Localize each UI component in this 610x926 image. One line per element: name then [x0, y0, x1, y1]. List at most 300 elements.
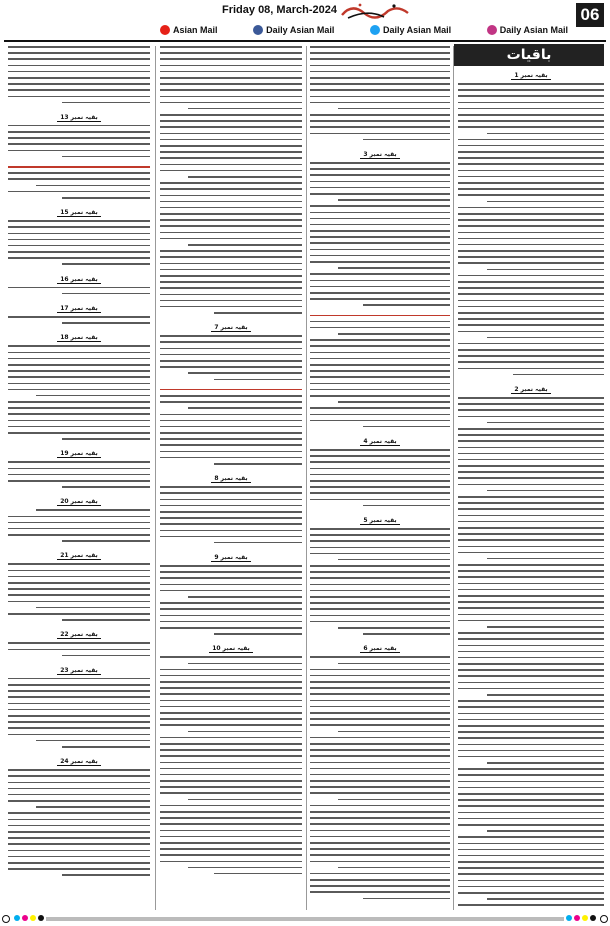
text-line [8, 125, 150, 127]
text-line [458, 546, 604, 548]
text-line [8, 516, 150, 518]
text-line [160, 341, 302, 343]
text-line [310, 327, 450, 329]
text-line [310, 89, 450, 91]
social-twitter[interactable] [370, 23, 451, 37]
text-line [160, 577, 302, 579]
text-line [8, 528, 150, 530]
text-line [160, 737, 302, 739]
text-line [458, 620, 604, 622]
social-facebook[interactable] [253, 23, 334, 37]
text-line [160, 275, 302, 277]
text-line [458, 465, 604, 467]
text-line [310, 345, 450, 347]
text-line [458, 293, 604, 295]
text-line [458, 151, 604, 153]
text-line [310, 528, 450, 530]
text-line [160, 164, 302, 166]
text-line [8, 172, 150, 174]
text-line [160, 89, 302, 91]
text-line [458, 447, 604, 449]
text-line [310, 596, 450, 598]
text-line [310, 879, 450, 881]
text-line [310, 181, 450, 183]
text-line [310, 565, 450, 567]
text-line [458, 213, 604, 215]
text-line [458, 120, 604, 122]
continuation-heading: بقیہ نمبر 24 [8, 758, 150, 766]
text-line [458, 774, 604, 776]
text-line [310, 830, 450, 832]
text-line [310, 737, 450, 739]
text-line [310, 848, 450, 850]
text-line [458, 409, 604, 411]
text-line [62, 619, 150, 621]
facebook-icon [253, 25, 263, 35]
text-line [310, 480, 450, 482]
text-line [310, 621, 450, 623]
text-line [458, 139, 604, 141]
text-line [487, 133, 604, 135]
text-line [160, 621, 302, 623]
text-line [160, 360, 302, 362]
text-line [160, 565, 302, 567]
social-instagram[interactable] [487, 23, 568, 37]
text-line [160, 861, 302, 863]
text-line [8, 649, 150, 651]
text-line [160, 718, 302, 720]
text-line [160, 669, 302, 671]
text-line [160, 830, 302, 832]
text-line [160, 213, 302, 215]
text-line [160, 780, 302, 782]
text-line [338, 559, 450, 561]
continuation-heading: بقیہ نمبر 6 [310, 645, 450, 653]
text-line [8, 52, 150, 54]
text-line [160, 724, 302, 726]
text-line [310, 468, 450, 470]
text-line [458, 793, 604, 795]
text-line [310, 230, 450, 232]
text-line [160, 348, 302, 350]
text-line [8, 239, 150, 241]
column-2 [160, 46, 302, 910]
text-line [458, 306, 604, 308]
text-line [487, 337, 604, 339]
text-line [160, 608, 302, 610]
continuation-heading: بقیہ نمبر 1 [458, 72, 604, 80]
text-line [458, 589, 604, 591]
text-line [310, 461, 450, 463]
text-line [310, 749, 450, 751]
text-line [8, 143, 150, 145]
text-line [160, 133, 302, 135]
text-line [310, 718, 450, 720]
text-line [458, 855, 604, 857]
text-line [36, 740, 150, 742]
text-line [458, 873, 604, 875]
text-line [458, 539, 604, 541]
text-line [160, 432, 302, 434]
text-line [160, 207, 302, 209]
text-line [310, 46, 450, 48]
text-line [310, 669, 450, 671]
text-line [310, 724, 450, 726]
text-line [487, 694, 604, 696]
text-line [487, 422, 604, 424]
text-line [458, 706, 604, 708]
text-line [458, 527, 604, 529]
text-line [160, 848, 302, 850]
text-line [338, 401, 450, 403]
text-line [458, 892, 604, 894]
text-line [458, 459, 604, 461]
text-line [36, 509, 150, 511]
text-line [214, 542, 302, 544]
text-line [310, 193, 450, 195]
text-line [160, 232, 302, 234]
text-line [487, 269, 604, 271]
text-line [160, 700, 302, 702]
text-line [310, 407, 450, 409]
text-line [160, 401, 302, 403]
text-line [160, 269, 302, 271]
text-line [310, 891, 450, 893]
text-line [458, 250, 604, 252]
continuation-heading: بقیہ نمبر 17 [8, 305, 150, 313]
text-line [160, 96, 302, 98]
text-line [458, 238, 604, 240]
text-line [458, 744, 604, 746]
text-line [160, 768, 302, 770]
text-line [458, 570, 604, 572]
text-line [8, 432, 150, 434]
text-line [458, 368, 604, 370]
text-line [160, 300, 302, 302]
text-line [310, 364, 450, 366]
text-line [160, 426, 302, 428]
text-line [160, 836, 302, 838]
column-3 [310, 46, 450, 910]
continuation-heading: بقیہ نمبر 10 [160, 645, 302, 653]
text-line [8, 316, 150, 318]
text-line [160, 444, 302, 446]
text-line [458, 182, 604, 184]
text-line [8, 58, 150, 60]
text-line [8, 77, 150, 79]
text-line [458, 244, 604, 246]
text-line [8, 613, 150, 615]
text-line [214, 633, 302, 635]
text-line [310, 255, 450, 257]
text-line [160, 823, 302, 825]
text-line [8, 715, 150, 717]
text-line [458, 564, 604, 566]
text-line [8, 563, 150, 565]
text-line [160, 627, 302, 629]
text-line [8, 191, 150, 193]
text-line [8, 401, 150, 403]
text-line [310, 615, 450, 617]
text-line [188, 407, 302, 409]
text-line [8, 588, 150, 590]
text-line [8, 233, 150, 235]
continuation-heading: بقیہ نمبر 20 [8, 498, 150, 506]
text-line [458, 502, 604, 504]
text-line [458, 256, 604, 258]
text-line [160, 811, 302, 813]
text-line [160, 65, 302, 67]
text-line [310, 449, 450, 451]
text-line [458, 428, 604, 430]
text-line [160, 188, 302, 190]
text-line [338, 267, 450, 269]
registration-mark [600, 915, 608, 923]
text-line [458, 614, 604, 616]
text-line [160, 584, 302, 586]
text-line [310, 584, 450, 586]
text-line [458, 477, 604, 479]
text-line [8, 812, 150, 814]
text-line [310, 455, 450, 457]
text-line [338, 199, 450, 201]
text-line [8, 850, 150, 852]
text-line [160, 250, 302, 252]
text-line [310, 280, 450, 282]
text-line [8, 696, 150, 698]
text-line [458, 83, 604, 85]
text-line [310, 474, 450, 476]
continuation-heading: بقیہ نمبر 16 [8, 276, 150, 284]
text-line [487, 201, 604, 203]
text-line [160, 139, 302, 141]
text-line [310, 370, 450, 372]
text-line [8, 837, 150, 839]
text-line [160, 46, 302, 48]
text-line [458, 521, 604, 523]
text-line [8, 690, 150, 692]
text-line [310, 120, 450, 122]
text-line [458, 638, 604, 640]
color-bar-left [14, 915, 44, 921]
continuation-heading: بقیہ نمبر 15 [8, 209, 150, 217]
text-line [160, 238, 302, 240]
column-1 [8, 46, 150, 910]
text-line [363, 426, 450, 428]
text-line [310, 96, 450, 98]
text-line [458, 663, 604, 665]
continuation-heading: بقیہ نمبر 22 [8, 631, 150, 639]
text-line [160, 486, 302, 488]
text-line [62, 746, 150, 748]
text-line [8, 782, 150, 784]
text-line [458, 232, 604, 234]
text-line [310, 656, 450, 658]
social-youtube[interactable] [160, 23, 218, 37]
text-line [8, 522, 150, 524]
text-line [188, 596, 302, 598]
continuation-heading: بقیہ نمبر 2 [458, 386, 604, 394]
text-line [160, 602, 302, 604]
page-header [0, 0, 610, 44]
text-line [160, 706, 302, 708]
text-line [160, 182, 302, 184]
text-line [160, 656, 302, 658]
text-line [8, 245, 150, 247]
text-line [8, 576, 150, 578]
text-line [310, 236, 450, 238]
text-line [8, 734, 150, 736]
text-line [160, 536, 302, 538]
text-line [160, 366, 302, 368]
page-number: 06 [576, 3, 604, 27]
text-line [458, 552, 604, 554]
continuation-heading: بقیہ نمبر 18 [8, 334, 150, 342]
text-line [160, 420, 302, 422]
text-line [310, 786, 450, 788]
text-line [8, 287, 150, 289]
text-line [8, 534, 150, 536]
text-line [160, 263, 302, 265]
text-line [458, 281, 604, 283]
text-line [8, 684, 150, 686]
text-line [458, 787, 604, 789]
highlight-line [310, 315, 450, 317]
text-line [310, 571, 450, 573]
text-line [8, 678, 150, 680]
text-line [458, 453, 604, 455]
text-line [310, 286, 450, 288]
text-line [310, 218, 450, 220]
text-line [160, 842, 302, 844]
text-line [458, 361, 604, 363]
continuation-heading: بقیہ نمبر 3 [310, 151, 450, 159]
text-line [8, 370, 150, 372]
text-line [310, 162, 450, 164]
text-line [8, 364, 150, 366]
text-line [513, 374, 604, 376]
text-line [310, 273, 450, 275]
text-line [338, 627, 450, 629]
text-line [160, 786, 302, 788]
text-line [487, 898, 604, 900]
text-line [310, 414, 450, 416]
text-line [310, 577, 450, 579]
text-line [310, 743, 450, 745]
text-line [458, 583, 604, 585]
text-line [8, 407, 150, 409]
text-line [36, 395, 150, 397]
text-line [458, 188, 604, 190]
highlight-line [8, 166, 150, 168]
footer-bar [46, 917, 564, 921]
text-line [8, 389, 150, 391]
social-label: Daily Asian Mail [382, 25, 452, 35]
text-line [310, 774, 450, 776]
text-line [160, 294, 302, 296]
text-line [458, 225, 604, 227]
text-line [458, 818, 604, 820]
text-line [458, 669, 604, 671]
text-line [310, 83, 450, 85]
text-line [458, 886, 604, 888]
text-line [8, 800, 150, 802]
text-line [310, 389, 450, 391]
text-line [310, 712, 450, 714]
text-line [458, 508, 604, 510]
text-line [310, 681, 450, 683]
text-line [310, 352, 450, 354]
text-line [310, 102, 450, 104]
social-label: Daily Asian Mail [499, 25, 568, 35]
text-line [160, 83, 302, 85]
text-line [310, 842, 450, 844]
text-line [8, 220, 150, 222]
continuation-heading: بقیہ نمبر 8 [160, 475, 302, 483]
text-line [310, 224, 450, 226]
text-line [310, 58, 450, 60]
text-line [8, 788, 150, 790]
text-line [62, 438, 150, 440]
text-line [8, 383, 150, 385]
text-line [160, 523, 302, 525]
header-divider [4, 40, 606, 42]
text-line [8, 642, 150, 644]
text-line [310, 768, 450, 770]
text-line [458, 102, 604, 104]
column-divider [155, 46, 156, 910]
text-line [188, 244, 302, 246]
text-line [214, 463, 302, 465]
text-line [458, 867, 604, 869]
text-line [8, 131, 150, 133]
text-line [458, 275, 604, 277]
text-line [310, 205, 450, 207]
text-line [160, 395, 302, 397]
text-line [458, 126, 604, 128]
text-line [8, 825, 150, 827]
text-line [36, 185, 150, 187]
text-line [310, 693, 450, 695]
text-line [458, 799, 604, 801]
text-line [310, 540, 450, 542]
text-line [458, 812, 604, 814]
text-line [160, 102, 302, 104]
text-line [458, 576, 604, 578]
text-line [8, 413, 150, 415]
continuation-heading: بقیہ نمبر 5 [310, 517, 450, 525]
continuation-heading: بقیہ نمبر 9 [160, 554, 302, 562]
text-line [160, 58, 302, 60]
text-line [310, 249, 450, 251]
text-line [487, 490, 604, 492]
text-line [8, 856, 150, 858]
highlight-line [160, 389, 302, 391]
text-line [458, 843, 604, 845]
text-line [310, 492, 450, 494]
text-line [214, 379, 302, 381]
text-line [160, 77, 302, 79]
text-line [36, 806, 150, 808]
text-line [8, 703, 150, 705]
text-line [458, 434, 604, 436]
text-line [8, 257, 150, 259]
text-line [62, 655, 150, 657]
text-line [160, 126, 302, 128]
text-line [310, 174, 450, 176]
text-line [160, 438, 302, 440]
text-line [310, 675, 450, 677]
